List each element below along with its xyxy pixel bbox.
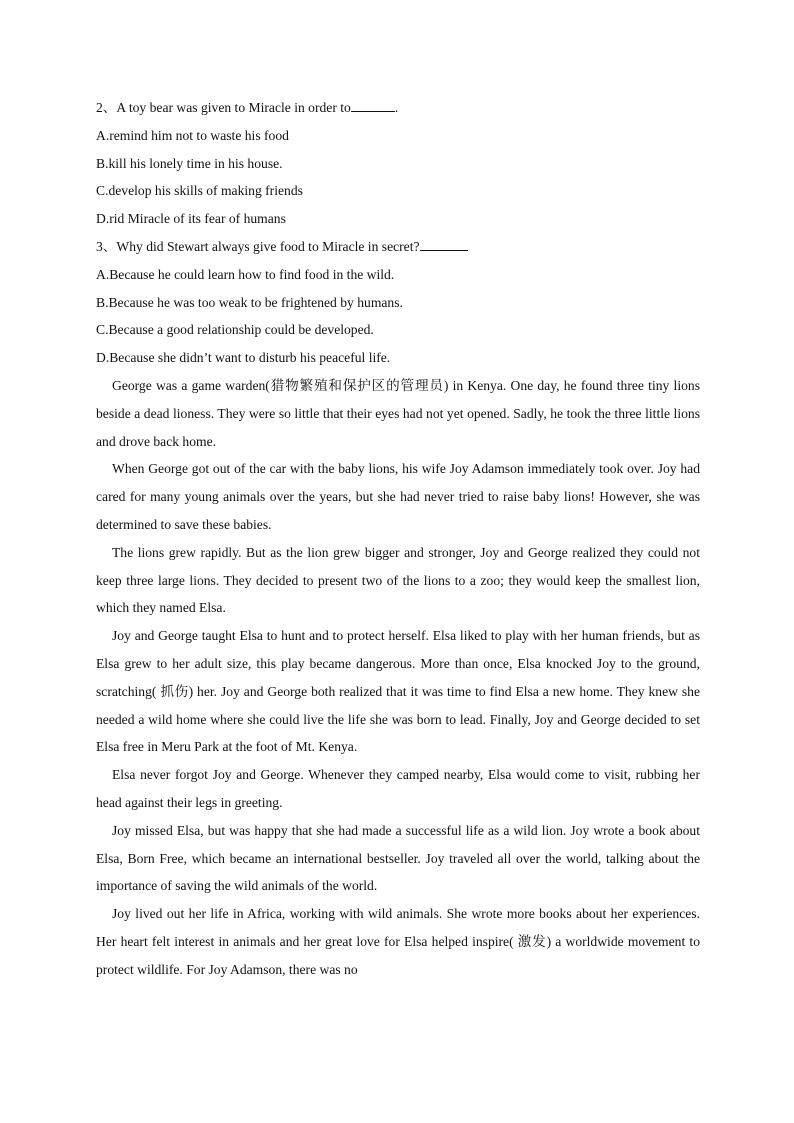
answer-blank (351, 97, 395, 112)
question-stem: 3、Why did Stewart always give food to Miracle in secret? (96, 233, 700, 261)
passage-paragraph-6: Joy missed Elsa, but was happy that she had made a successful life as a wild lion. Joy wrote a book about Elsa, Born Free, which became an international bestseller. Joy traveled all over the world, talking about the importance of saving the wild animals of the world. (96, 822, 700, 894)
option-c: C.develop his skills of making friends (96, 183, 303, 199)
answer-blank (420, 236, 468, 251)
passage-paragraph-4: Joy and George taught Elsa to hunt and to protect herself. Elsa liked to play with her human friends, but as Elsa grew to her adult size, this play became dangerous. More than once, Elsa knocked Joy to the ground, scratching( 抓伤) her. Joy and George both realized that it was time to find Elsa a new home. They knew she needed a wild home where she could live the life she was born to lead. Finally, Joy and George decided to set Elsa free in Meru Park at the foot of Mt. Kenya. (96, 628, 700, 755)
option-a: A.remind him not to waste his food (96, 127, 289, 143)
passage-paragraph-5: Elsa never forgot Joy and George. Whenever they camped nearby, Elsa would come to visit, rubbing her head against their legs in greeting. (96, 767, 700, 810)
option-b: B.kill his lonely time in his house. (96, 155, 283, 171)
passage-paragraph-7: Joy lived out her life in Africa, working with wild animals. She wrote more books about her experiences. Her heart felt interest in animals and her great love for Elsa helped inspire( 激发) a worldwide movement to protect wildlife. For Joy Adamson, there was no (96, 906, 700, 977)
passage-paragraph-1: George was a game warden(猎物繁殖和保护区的管理员) in Kenya. One day, he found three tiny lions beside a dead lioness. They were so little that their eyes had not yet opened. Sadly, he took the three little lions and drove back home. (96, 377, 700, 449)
passage-paragraph-3: The lions grew rapidly. But as the lion grew bigger and stronger, Joy and George realized they could not keep three large lions. They decided to present two of the lions to a zoo; they would keep the smallest lion, which they named Elsa. (96, 544, 700, 616)
option-d: D.Because she didn’t want to disturb his peaceful life. (96, 350, 391, 366)
question-stem: 2、A toy bear was given to Miracle in order to . (96, 94, 700, 122)
option-b: B.Because he was too weak to be frightened by humans. (96, 294, 403, 310)
document-page (96, 94, 700, 984)
question-3 (96, 233, 700, 372)
passage-paragraph-2: When George got out of the car with the baby lions, his wife Joy Adamson immediately took over. Joy had cared for many young animals over the years, but she had never tried to raise baby lions! However, she was determined to save these babies. (96, 461, 700, 532)
reading-passage (96, 372, 700, 984)
question-2 (96, 94, 700, 233)
option-a: A.Because he could learn how to find food in the wild. (96, 266, 395, 282)
option-d: D.rid Miracle of its fear of humans (96, 211, 286, 227)
option-c: C.Because a good relationship could be developed. (96, 322, 374, 338)
